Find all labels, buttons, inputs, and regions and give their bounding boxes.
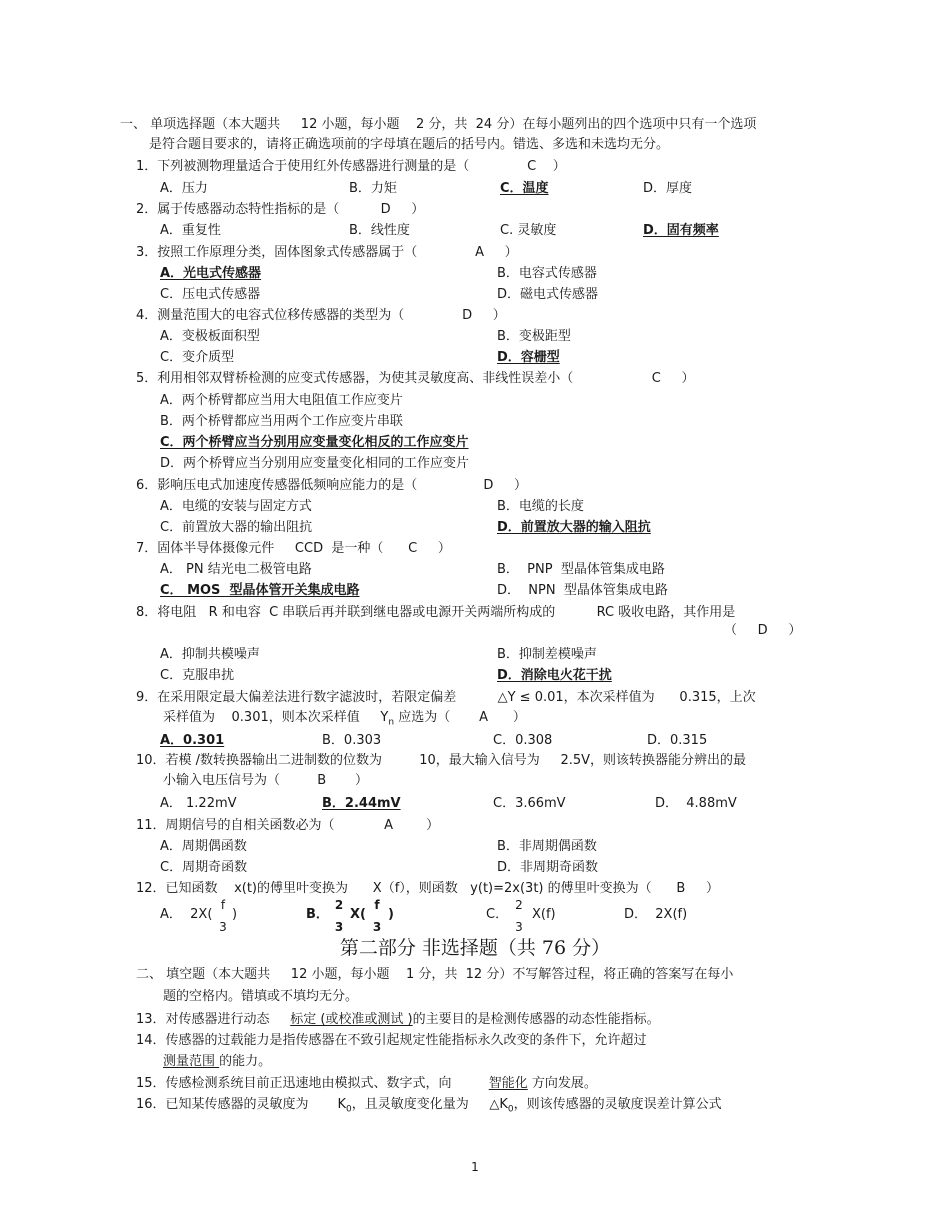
- q10-stem: 10．若模 /数转换器输出二进制数的位数为 10，最大输入信号为 2.5V，则该转换器能分辨出的最: [136, 753, 747, 768]
- q7-option-c-answer: C． MOS 型晶体管开关集成电路: [160, 583, 360, 598]
- q3-option-d: D．磁电式传感器: [497, 287, 599, 302]
- q7-option-d: D． NPN 型晶体管集成电路: [497, 583, 668, 598]
- q9-option-c: C．0.308: [493, 733, 553, 748]
- q5-option-d: D．两个桥臂应当分别用应变量变化相同的工作应变片: [160, 456, 470, 471]
- q6-option-d-answer: D．前置放大器的输入阻抗: [497, 520, 651, 535]
- q14-line1: 14．传感器的过载能力是指传感器在不致引起规定性能指标永久改变的条件下，允许超过: [136, 1033, 647, 1048]
- q7-option-a: A． PN 结光电二极管电路: [160, 562, 312, 577]
- q11-option-c: C．周期奇函数: [160, 860, 248, 875]
- q10-option-a: A． 1.22mV: [160, 796, 237, 811]
- q15-answer: 智能化: [488, 1076, 528, 1091]
- q14-suffix: 的能力。: [219, 1054, 272, 1069]
- q15-prefix: 15．传感检测系统目前正迅速地由模拟式、数字式，向: [136, 1076, 489, 1091]
- q9-option-d: D．0.315: [647, 733, 708, 748]
- q2-stem: 2．属于传感器动态特性指标的是（ D ）: [136, 202, 425, 217]
- q10-option-b-answer: B．2.44mV: [322, 796, 401, 811]
- q4-option-a: A．变极板面积型: [160, 329, 260, 344]
- q5-option-c-answer: C．两个桥臂应当分别用应变量变化相反的工作应变片: [160, 435, 469, 450]
- q12-option-c-denominator: 3: [515, 920, 523, 934]
- part2-title: 第二部分 非选择题（共 76 分）: [339, 937, 611, 959]
- q12-option-b-denominator2: 3: [372, 920, 382, 934]
- q12-option-a-numerator: f: [220, 898, 226, 912]
- q15-line: [136, 1075, 597, 1093]
- q3-option-a-answer: A．光电式传感器: [160, 266, 262, 281]
- q12-option-b-numerator2: f: [374, 898, 380, 912]
- q11-stem: 11．周期信号的自相关函数必为（ A ）: [136, 818, 440, 833]
- q13-answer: 标定 (或校准或测试 ): [290, 1012, 413, 1027]
- q12-option-d: D． 2X(f): [624, 907, 688, 922]
- q4-option-d-answer: D．容栅型: [497, 350, 560, 365]
- q10-option-c: C．3.66mV: [493, 796, 566, 811]
- q8-answer: （ D ）: [724, 623, 802, 638]
- q12-option-a-prefix: A． 2X(: [160, 907, 213, 922]
- q11-option-b: B．非周期偶函数: [497, 839, 597, 854]
- q6-stem: 6．影响压电式加速度传感器低频响应能力的是（ D ）: [136, 478, 528, 493]
- q12-option-c-prefix: C．: [486, 907, 509, 922]
- q11-option-d: D．非周期奇函数: [497, 860, 599, 875]
- q9-option-a-answer: A．0.301: [160, 733, 225, 748]
- q4-stem: 4．测量范围大的电容式位移传感器的类型为（ D ）: [136, 308, 506, 323]
- part2-heading-line2: 题的空格内。错填或不填均无分。: [163, 989, 359, 1004]
- q9-option-b: B．0.303: [322, 733, 382, 748]
- q12-option-b-middle: X(: [350, 907, 366, 922]
- q12-option-c-suffix: X(f): [532, 907, 556, 922]
- q5-option-b: B．两个桥臂都应当用两个工作应变片串联: [160, 414, 403, 429]
- q1-option-a: A．压力: [160, 181, 208, 196]
- q8-stem: 8．将电阻 R 和电容 C 串联后再并联到继电器或电源开关两端所构成的 RC 吸收电路，其作用是: [136, 605, 736, 620]
- q12-option-b-numerator: 2: [334, 898, 344, 912]
- q8-option-a: A．抑制共模噪声: [160, 647, 260, 662]
- q1-option-c-answer: C．温度: [500, 181, 549, 196]
- q7-stem: 7．固体半导体摄像元件 CCD 是一种（ C ）: [136, 541, 451, 556]
- q4-option-b: B．变极距型: [497, 329, 571, 344]
- q3-option-c: C．压电式传感器: [160, 287, 261, 302]
- q1-option-b: B．力矩: [349, 181, 397, 196]
- q16-line: 16．已知某传感器的灵敏度为 $K_0$，且灵敏度变化量为 $\triangle K_0$，则该传感器的灵敏度误差计算公式: [136, 1097, 722, 1115]
- q12-option-b-denominator: 3: [334, 920, 344, 934]
- part2-heading-line1: 二、 填空题（本大题共 12 小题，每小题 1 分，共 12 分）不写解答过程，将正确的答案写在每小: [136, 967, 734, 982]
- q12-stem: 12．已知函数 x(t)的傅里叶变换为 X（f），则函数 y(t)=2x(3t) 的傅里叶变换为（ B ）: [136, 881, 719, 896]
- q14-line2: [163, 1053, 271, 1071]
- q14-answer: 测量范围: [163, 1054, 220, 1069]
- q9-stem: 9．在采用限定最大偏差法进行数字滤波时，若限定偏差 △Y ≤ 0.01，本次采样值为 0.315，上次: [136, 690, 756, 705]
- q3-option-b: B．电容式传感器: [497, 266, 597, 281]
- q15-suffix: 方向发展。: [531, 1076, 597, 1091]
- q6-option-a: A．电缆的安装与固定方式: [160, 499, 312, 514]
- q1-stem: 1．下列被测物理量适合于使用红外传感器进行测量的是（ C ）: [136, 159, 566, 174]
- q12-option-b-prefix: B．: [306, 907, 329, 922]
- q8-option-c: C．克服串扰: [160, 668, 235, 683]
- q3-stem: 3．按照工作原理分类，固体图象式传感器属于（ A ）: [136, 245, 518, 260]
- q4-option-c: C．变介质型: [160, 350, 235, 365]
- q12-option-a-suffix: ): [232, 907, 238, 922]
- q6-option-c: C．前置放大器的输出阻抗: [160, 520, 313, 535]
- q9-stem-line2: 采样值为 0.301，则本次采样值 $Y_n$ 应选为（ A ）: [163, 710, 526, 728]
- q8-option-d-answer: D．消除电火花干扰: [497, 668, 612, 683]
- q8-option-b: B．抑制差模噪声: [497, 647, 597, 662]
- q13-prefix: 13．对传感器进行动态: [136, 1012, 291, 1027]
- q12-option-c-numerator: 2: [515, 898, 523, 912]
- q13-line: [136, 1011, 660, 1029]
- q5-stem: 5．利用相邻双臂桥检测的应变式传感器，为使其灵敏度高、非线性误差小（ C ）: [136, 371, 695, 386]
- q2-option-b: B．线性度: [349, 223, 410, 238]
- q1-option-d: D．厚度: [643, 181, 693, 196]
- q10-stem-line2: 小输入电压信号为（ B ）: [163, 773, 369, 788]
- q2-option-a: A．重复性: [160, 223, 221, 238]
- q2-option-c: C. 灵敏度: [500, 223, 557, 238]
- q10-option-d: D． 4.88mV: [655, 796, 737, 811]
- part1-heading-line2: 是符合题目要求的，请将正确选项前的字母填在题后的括号内。错选、多选和未选均无分。: [149, 137, 670, 152]
- q6-option-b: B．电缆的长度: [497, 499, 584, 514]
- q2-option-d-answer: D．固有频率: [643, 223, 719, 238]
- q7-option-b: B． PNP 型晶体管集成电路: [497, 562, 665, 577]
- page-number: 1: [471, 1160, 479, 1174]
- q13-suffix: 的主要目的是检测传感器的动态性能指标。: [412, 1012, 660, 1027]
- q12-option-b-suffix: ): [388, 907, 394, 922]
- part1-heading-line1: 一、 单项选择题（本大题共 12 小题，每小题 2 分，共 24 分）在每小题列出的四个选项中只有一个选项: [120, 117, 757, 132]
- q5-option-a: A．两个桥臂都应当用大电阻值工作应变片: [160, 393, 403, 408]
- q11-option-a: A．周期偶函数: [160, 839, 247, 854]
- q12-option-a-denominator: 3: [219, 920, 227, 934]
